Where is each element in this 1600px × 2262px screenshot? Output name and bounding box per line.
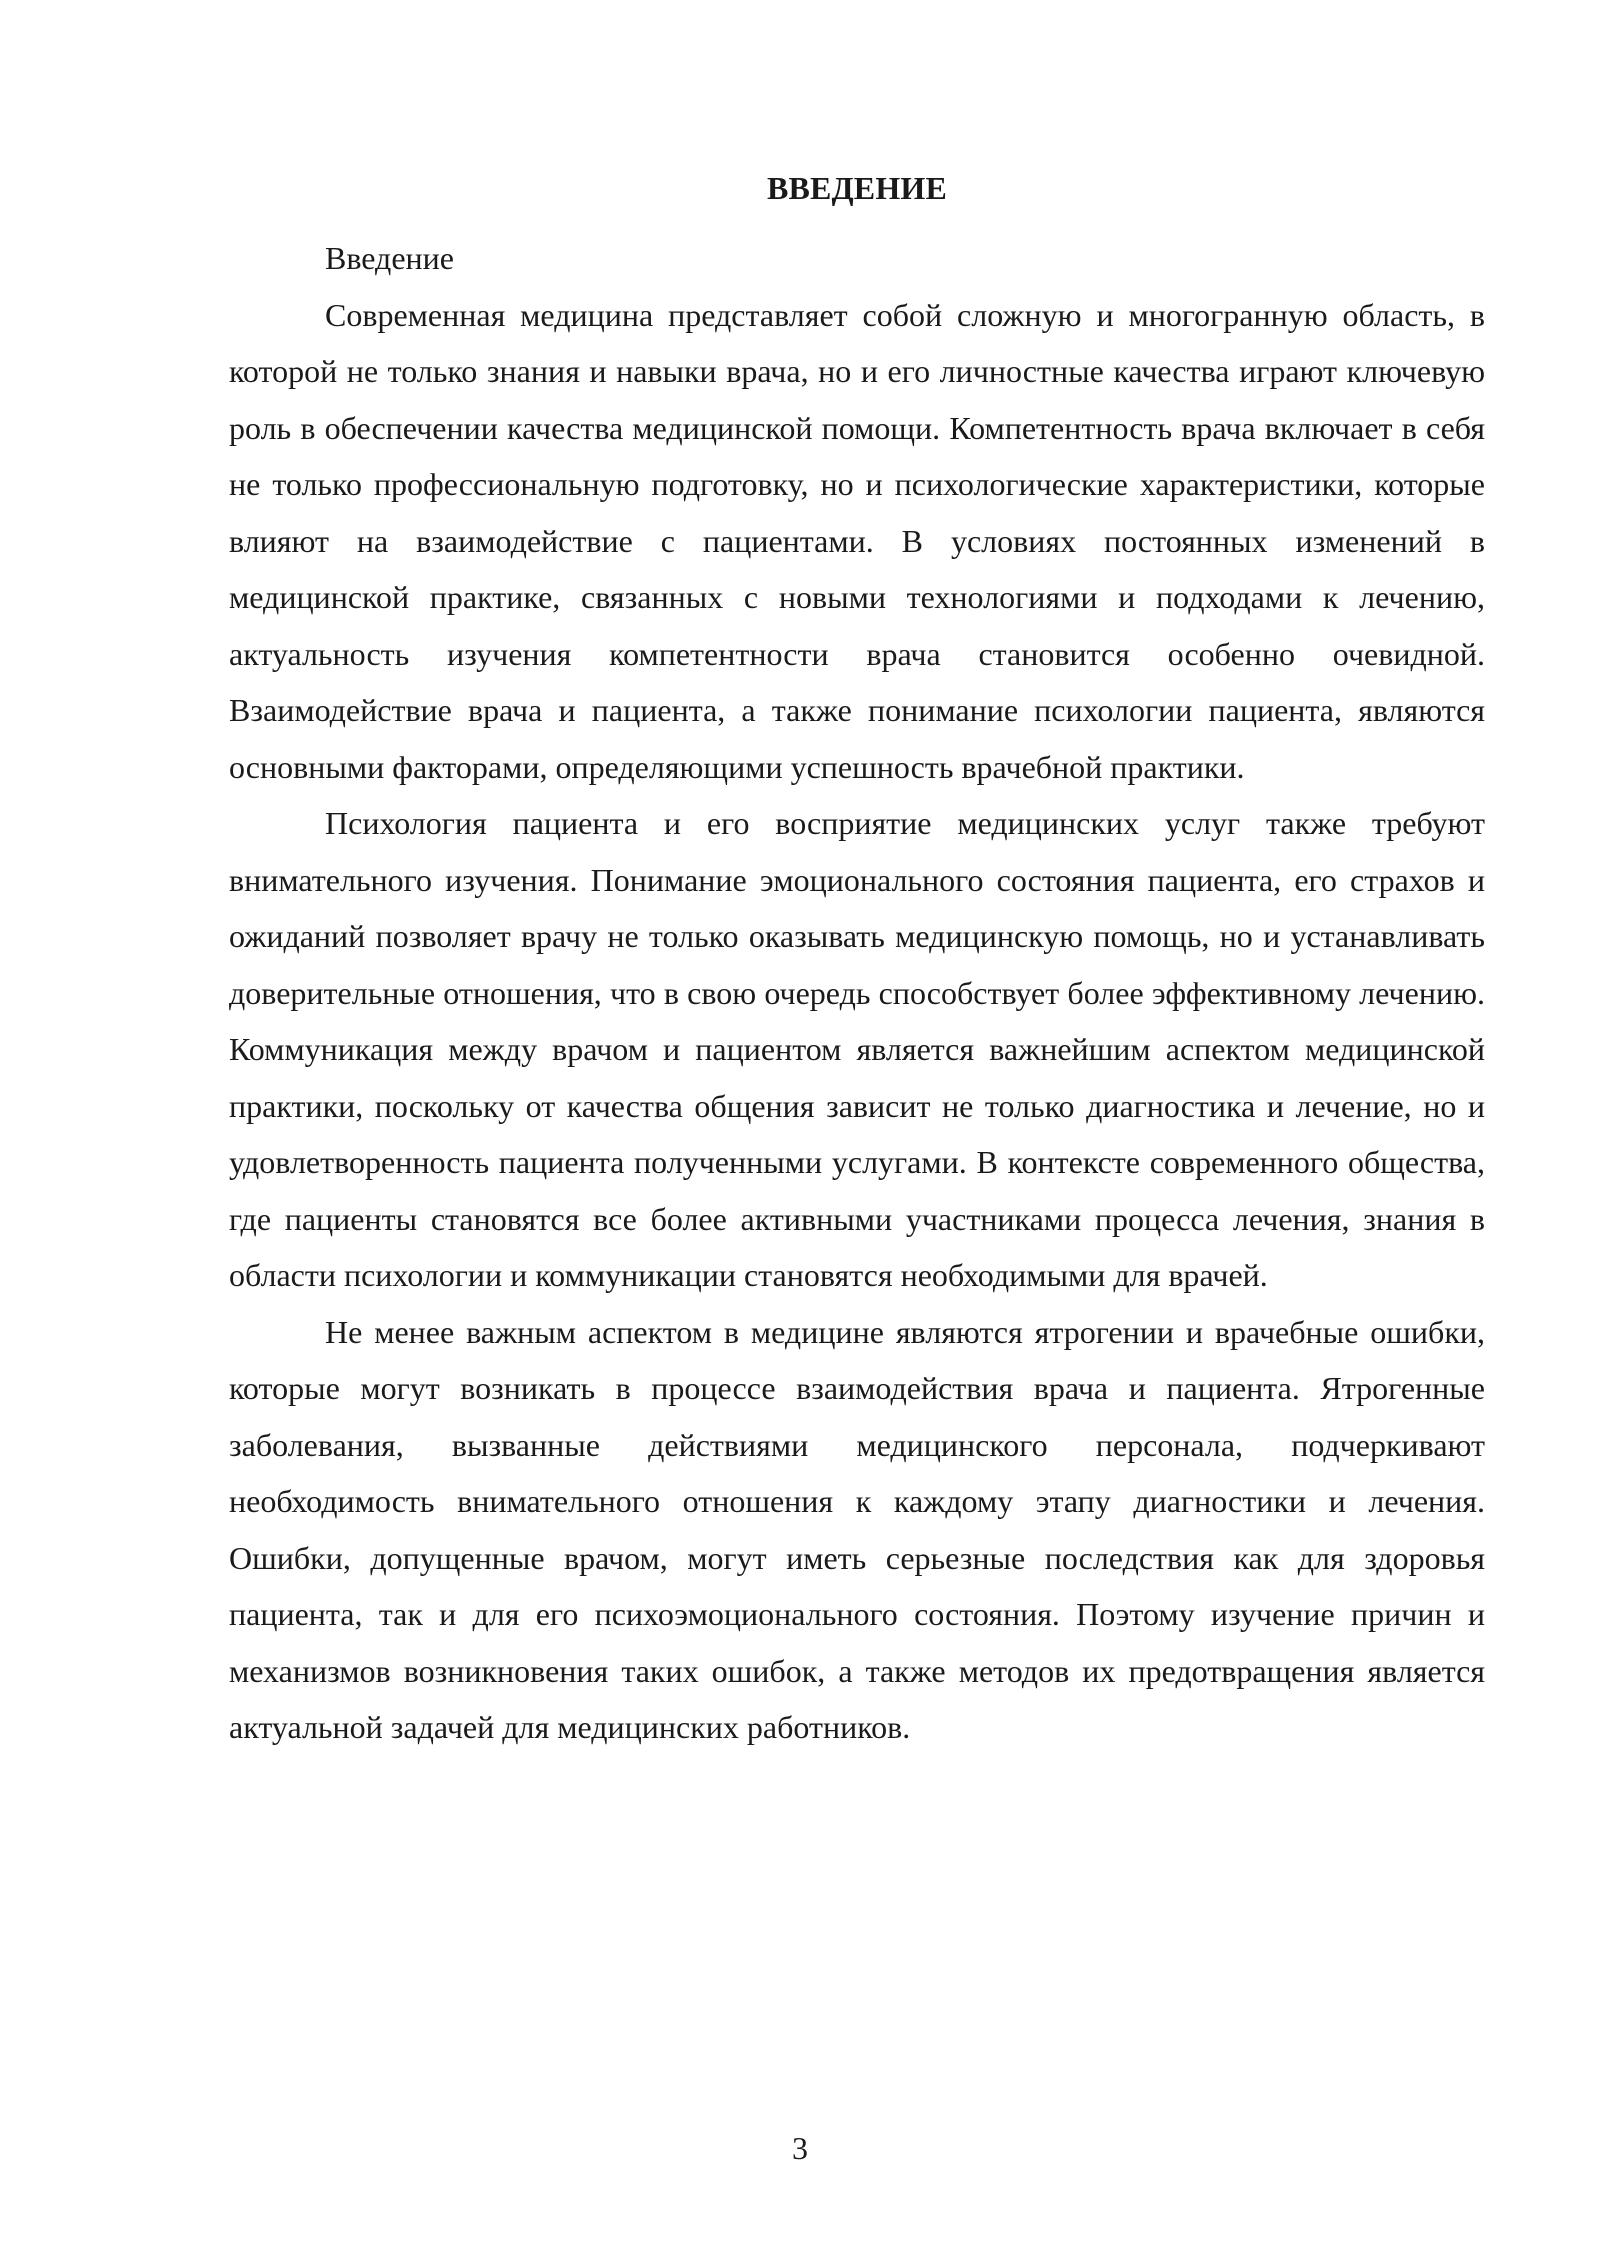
intro-label: Введение	[325, 240, 454, 276]
page-content	[229, 160, 1485, 1756]
section-heading: ВВЕДЕНИЕ	[766, 170, 948, 206]
paragraph-3: Не менее важным аспектом в медицине являются ятрогении и врачебные ошибки, которые могут возникать в процессе взаимодействия врача и пациента. Ятрогенные заболевания, вызванные действиями медицинского персонала, подчеркивают необходимость внимательного отношения к каждому этапу диагностики и лечения. Ошибки, допущенные врачом, могут иметь серьезные последствия как для здоровья пациента, так и для его психоэмоционального состояния. Поэтому изучение причин и механизмов возникновения таких ошибок, а также методов их предотвращения является актуальной задачей для медицинских работников.	[229, 1313, 1485, 1745]
paragraph-1: Современная медицина представляет собой сложную и многогранную область, в которой не только знания и навыки врача, но и его личностные качества играют ключевую роль в обеспечении качества медицинской помощи. Компетентность врача включает в себя не только профессиональную подготовку, но и психологические характеристики, которые влияют на взаимодействие с пациентами. В условиях постоянных изменений в медицинской практике, связанных с новыми технологиями и подходами к лечению, актуальность изучения компетентности врача становится особенно очевидной. Взаимодействие врача и пациента, а также понимание психологии пациента, являются основными факторами, определяющими успешность врачебной практики.	[229, 296, 1485, 785]
page-number: 3	[792, 2130, 808, 2166]
paragraph-2: Психология пациента и его восприятие медицинских услуг также требуют внимательного изучения. Понимание эмоционального состояния пациента, его страхов и ожиданий позволяет врачу не только оказывать медицинскую помощь, но и устанавливать доверительные отношения, что в свою очередь способствует более эффективному лечению. Коммуникация между врачом и пациентом является важнейшим аспектом медицинской практики, поскольку от качества общения зависит не только диагностика и лечение, но и удовлетворенность пациента полученными услугами. В контексте современного общества, где пациенты становятся все более активными участниками процесса лечения, знания в области психологии и коммуникации становятся необходимыми для врачей.	[229, 805, 1485, 1293]
